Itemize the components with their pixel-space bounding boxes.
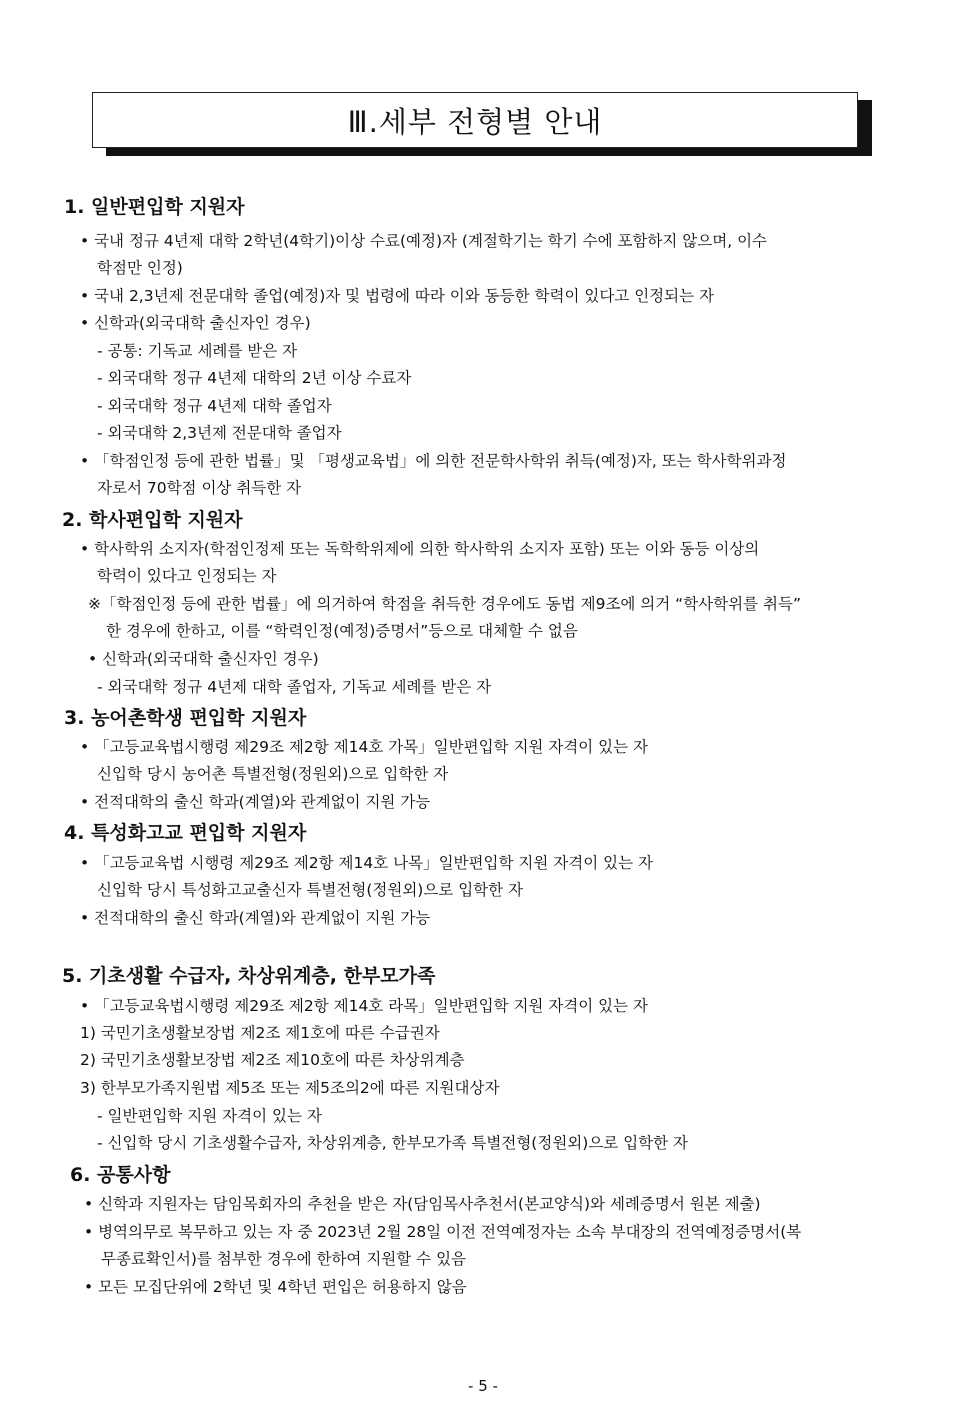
text-line: • 국내 정규 4년제 대학 2학년(4학기)이상 수료(예정)자 (계절학기는 학기 수에 포함하지 않으며, 이수 — [80, 232, 768, 250]
section-heading: 2. 학사편입학 지원자 — [62, 509, 243, 531]
text-line: 한 경우에 한하고, 이를 “학력인정(예정)증명서”등으로 대체할 수 없음 — [106, 622, 578, 640]
text-line: • 「학점인정 등에 관한 법률」및 「평생교육법」에 의한 전문학사학위 취득(예정)자, 또는 학사학위과정 — [80, 452, 787, 470]
text-line: 1) 국민기초생활보장법 제2조 제1호에 따른 수급권자 — [80, 1024, 440, 1042]
text-line: - 외국대학 2,3년제 전문대학 졸업자 — [97, 424, 342, 442]
text-line: - 외국대학 정규 4년제 대학의 2년 이상 수료자 — [97, 369, 412, 387]
text-line: - 외국대학 정규 4년제 대학 졸업자 — [97, 397, 332, 415]
section-heading: 6. 공통사항 — [70, 1164, 171, 1186]
text-line: 2) 국민기초생활보장법 제2조 제10호에 따른 차상위계층 — [80, 1051, 465, 1069]
text-line: 신입학 당시 특성화고교출신자 특별전형(정원외)으로 입학한 자 — [97, 881, 524, 899]
text-line: - 신입학 당시 기초생활수급자, 차상위계층, 한부모가족 특별전형(정원외)으로 입학한 자 — [97, 1134, 689, 1152]
section-heading: 1. 일반편입학 지원자 — [64, 196, 245, 218]
text-line: • 모든 모집단위에 2학년 및 4학년 편입은 허용하지 않음 — [84, 1278, 467, 1296]
text-line: • 신학과(외국대학 출신자인 경우) — [88, 650, 319, 668]
text-line: • 신학과(외국대학 출신자인 경우) — [80, 314, 311, 332]
section-heading: 5. 기초생활 수급자, 차상위계층, 한부모가족 — [62, 965, 436, 987]
page-title: Ⅲ.세부 전형별 안내 — [347, 104, 603, 139]
text-line: 신입학 당시 농어촌 특별전형(정원외)으로 입학한 자 — [97, 765, 449, 783]
text-line: 자로서 70학점 이상 취득한 자 — [97, 479, 302, 497]
section-heading: 4. 특성화고교 편입학 지원자 — [64, 822, 307, 844]
text-line: • 「고등교육법 시행령 제29조 제2항 제14호 나목」일반편입학 지원 자격이 있는 자 — [80, 854, 653, 872]
text-line: • 병역의무로 복무하고 있는 자 중 2023년 2월 28일 이전 전역예정자는 소속 부대장의 전역예정증명서(복 — [84, 1223, 802, 1241]
section-heading: 3. 농어촌학생 편입학 지원자 — [64, 707, 307, 729]
page-number: - 5 - — [468, 1377, 498, 1395]
text-line: • 학사학위 소지자(학점인정제 또는 독학학위제에 의한 학사학위 소지자 포함) 또는 이와 동등 이상의 — [80, 540, 760, 558]
text-line: • 신학과 지원자는 담임목회자의 추천을 받은 자(담임목사추천서(본교양식)와 세례증명서 원본 제출) — [84, 1195, 761, 1213]
text-line: - 일반편입학 지원 자격이 있는 자 — [97, 1107, 322, 1125]
text-line: ※「학점인정 등에 관한 법률」에 의거하여 학점을 취득한 경우에도 동법 제9조에 의거 “학사학위를 취득” — [88, 595, 801, 613]
text-line: • 「고등교육법시행령 제29조 제2항 제14호 라목」일반편입학 지원 자격이 있는 자 — [80, 997, 649, 1015]
text-line: 무종료확인서)를 첨부한 경우에 한하여 지원할 수 있음 — [101, 1250, 467, 1268]
text-line: 학력이 있다고 인정되는 자 — [97, 567, 277, 585]
text-line: 학점만 인정) — [97, 259, 183, 277]
section-title-box — [92, 92, 858, 150]
title-box — [92, 92, 858, 148]
text-line: • 전적대학의 출신 학과(계열)와 관계없이 지원 가능 — [80, 909, 431, 927]
text-line: 3) 한부모가족지원법 제5조 또는 제5조의2에 따른 지원대상자 — [80, 1079, 500, 1097]
text-line: • 국내 2,3년제 전문대학 졸업(예정)자 및 법령에 따라 이와 동등한 학력이 있다고 인정되는 자 — [80, 287, 714, 305]
text-line: • 「고등교육법시행령 제29조 제2항 제14호 가목」일반편입학 지원 자격이 있는 자 — [80, 738, 649, 756]
text-line: • 전적대학의 출신 학과(계열)와 관계없이 지원 가능 — [80, 793, 431, 811]
text-line: - 외국대학 정규 4년제 대학 졸업자, 기독교 세례를 받은 자 — [97, 678, 492, 696]
text-line: - 공통: 기독교 세례를 받은 자 — [97, 342, 298, 360]
